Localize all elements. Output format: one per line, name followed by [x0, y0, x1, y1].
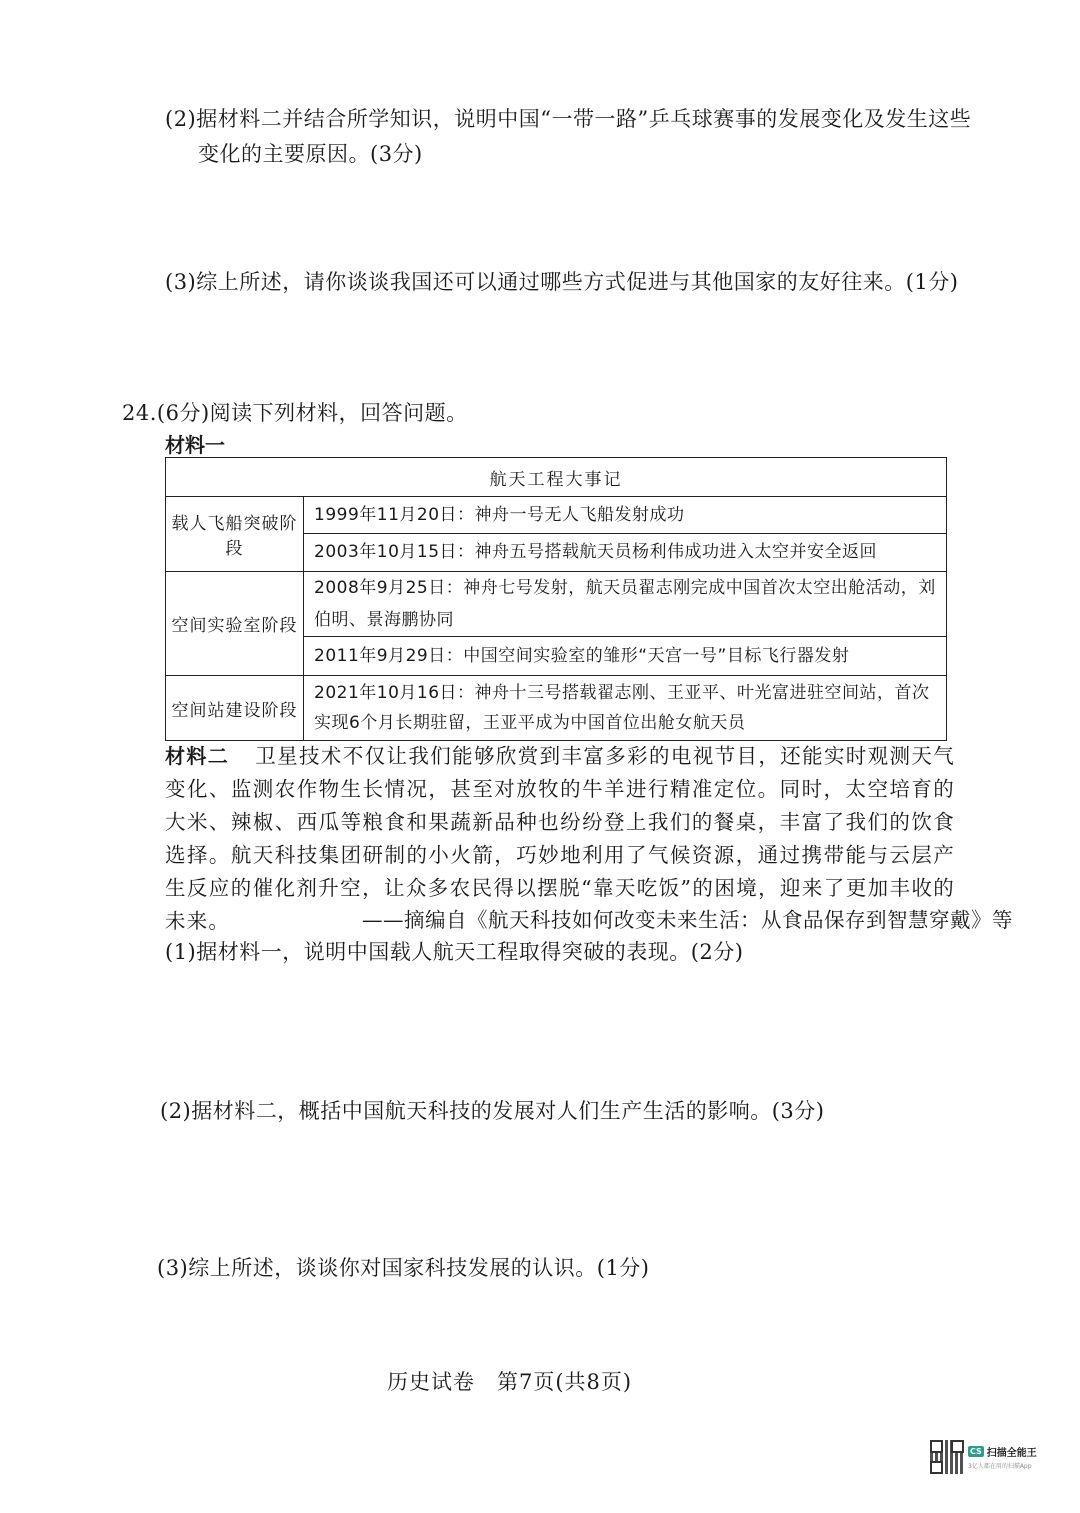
table-row — [166, 676, 947, 741]
q23-part2-line2: 变化的主要原因。(3分) — [198, 142, 423, 166]
event-cell: 2011年9月29日：中国空间实验室的雏形“天宫一号”目标飞行器发射 — [304, 637, 947, 676]
table-row — [166, 497, 947, 534]
event-cell: 2003年10月15日：神舟五号搭载航天员杨利伟成功进入太空并安全返回 — [304, 534, 947, 572]
q24-part3: (3)综上所述，谈谈你对国家科技发展的认识。(1分) — [157, 1256, 650, 1280]
q23-part2-line1: (2)据材料二并结合所学知识，说明中国“一带一路”乒乓球赛事的发展变化及发生这些 — [165, 107, 972, 131]
event-cell: 2008年9月25日：神舟七号发射，航天员翟志刚完成中国首次太空出舱活动，刘伯明、景海鹏协同 — [304, 572, 947, 637]
q23-part3: (3)综上所述，请你谈谈我国还可以通过哪些方式促进与其他国家的友好往来。(1分) — [165, 270, 959, 294]
qr-code-icon — [930, 1440, 964, 1474]
stage-cell: 空间站建设阶段 — [166, 676, 304, 741]
q24-part1: (1)据材料一，说明中国载人航天工程取得突破的表现。(2分) — [165, 940, 744, 964]
stage-cell: 空间实验室阶段 — [166, 572, 304, 676]
table-title: 航天工程大事记 — [166, 458, 947, 497]
page-footer: 历史试卷 第7页(共8页) — [387, 1370, 633, 1394]
material2-label: 材料二 — [165, 744, 230, 768]
event-cell: 2021年10月16日：神舟十三号搭载翟志刚、王亚平、叶光富进驻空间站，首次实现6个月长期驻留，王亚平成为中国首位出舱女航天员 — [304, 676, 947, 741]
material2-text: 卫星技术不仅让我们能够欣赏到丰富多彩的电视节目，还能实时观测天气变化、监测农作物生长情况，甚至对放牧的牛羊进行精准定位。同时，太空培育的大米、辣椒、西瓜等粮食和果蔬新品种也纷纷登上我们的餐桌，丰富了我们的饮食选择。航天科技集团研制的小火箭，巧妙地利用了气候资源，通过携带能与云层产生反应的催化剂升空，让众多农民得以摆脱“靠天吃饭”的困境，迎来了更加丰收的未来。 — [165, 744, 955, 933]
stage-cell: 载人飞船突破阶段 — [166, 497, 304, 572]
scanner-app-name: 扫描全能王 — [986, 1448, 1037, 1459]
material2-source: ——摘编自《航天科技如何改变未来生活：从食品保存到智慧穿戴》等 — [362, 908, 1013, 932]
space-events-table — [165, 457, 947, 741]
scanner-watermark — [930, 1437, 1048, 1477]
material1-label: 材料一 — [165, 433, 225, 457]
event-cell: 1999年11月20日：神舟一号无人飞船发射成功 — [304, 497, 947, 534]
q24-header: 24.(6分)阅读下列材料，回答问题。 — [122, 401, 468, 425]
table-row — [166, 572, 947, 637]
camscanner-logo: CS — [970, 1447, 982, 1456]
scanner-tagline: 3亿人都在用的扫描App — [968, 1463, 1032, 1470]
q24-part2: (2)据材料二，概括中国航天科技的发展对人们生产生活的影响。(3分) — [160, 1099, 825, 1123]
